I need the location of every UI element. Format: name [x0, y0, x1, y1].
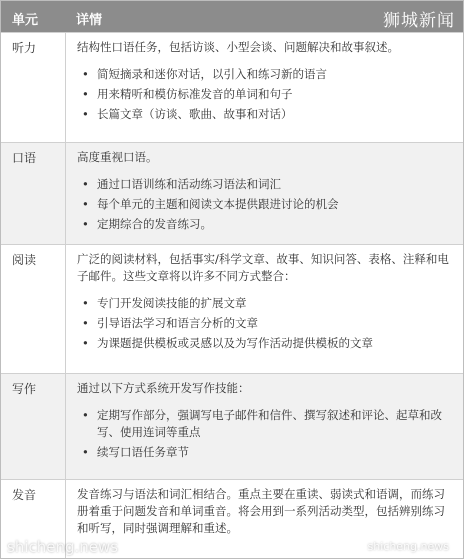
- table-row-writing: [1, 373, 463, 479]
- list-item: • 定期写作部分，强调写电子邮件和信件、撰写叙述和评论、起草和改写、使用连词等重点: [77, 407, 455, 441]
- list-item: • 定期综合的发音练习。: [77, 216, 455, 233]
- table-row-speaking: [1, 142, 463, 244]
- row-unit: 发音: [12, 488, 37, 502]
- row-unit: 口语: [12, 151, 37, 165]
- list-item: • 用来精听和模仿标准发音的单词和句子: [77, 86, 455, 103]
- watermark-bottom-left: shicheng.news: [7, 538, 119, 556]
- watermark-top: 狮城新闻: [383, 11, 455, 31]
- row-intro: 广泛的阅读材料，包括事实/科学文章、故事、知识问答、表格、注释和电子邮件。这些文章将以许多不同方式整合：: [77, 252, 449, 283]
- table-row-listening: [1, 32, 463, 142]
- row-unit: 写作: [12, 382, 37, 396]
- list-item: • 简短摘录和迷你对话，以引入和练习新的语言: [77, 66, 455, 83]
- list-item: • 续写口语任务章节: [77, 444, 455, 461]
- row-intro: 通过以下方式系统开发写作技能：: [77, 381, 250, 395]
- list-item: • 通过口语训练和活动练习语法和词汇: [77, 176, 455, 193]
- header-unit-label: 单元: [12, 13, 39, 28]
- row-detail: [77, 149, 455, 236]
- table-header: [1, 1, 463, 32]
- row-intro: 高度重视口语。: [77, 150, 158, 164]
- row-intro: 发音练习与语法和词汇相结合。重点主要在重读、弱读式和语调，而练习册着重于问题发音和单词重音。将会用到一系列活动类型，包括辨别练习和听写，同时强调理解和重述。: [77, 487, 445, 535]
- list-item: • 每个单元的主题和阅读文本提供跟进讨论的机会: [77, 196, 455, 213]
- list-item: • 引导语法学习和语言分析的文章: [77, 315, 455, 332]
- row-detail: [77, 251, 455, 355]
- table-row-reading: [1, 244, 463, 373]
- list-item: • 专门开发阅读技能的扩展文章: [77, 295, 455, 312]
- row-unit: 阅读: [12, 253, 37, 267]
- row-unit: 听力: [12, 41, 37, 55]
- row-detail: [77, 39, 455, 126]
- row-detail: [77, 486, 455, 547]
- list-item: • 长篇文章（访谈、歌曲、故事和对话）: [77, 106, 455, 123]
- header-detail-label: 详情: [76, 13, 103, 28]
- watermark-bottom-right: shicheng.news: [367, 540, 449, 553]
- row-intro: 结构性口语任务，包括访谈、小型会谈、问题解决和故事叙述。: [77, 40, 399, 54]
- list-item: • 为课题提供模板或灵感以及为写作活动提供模板的文章: [77, 335, 455, 352]
- row-detail: [77, 380, 455, 464]
